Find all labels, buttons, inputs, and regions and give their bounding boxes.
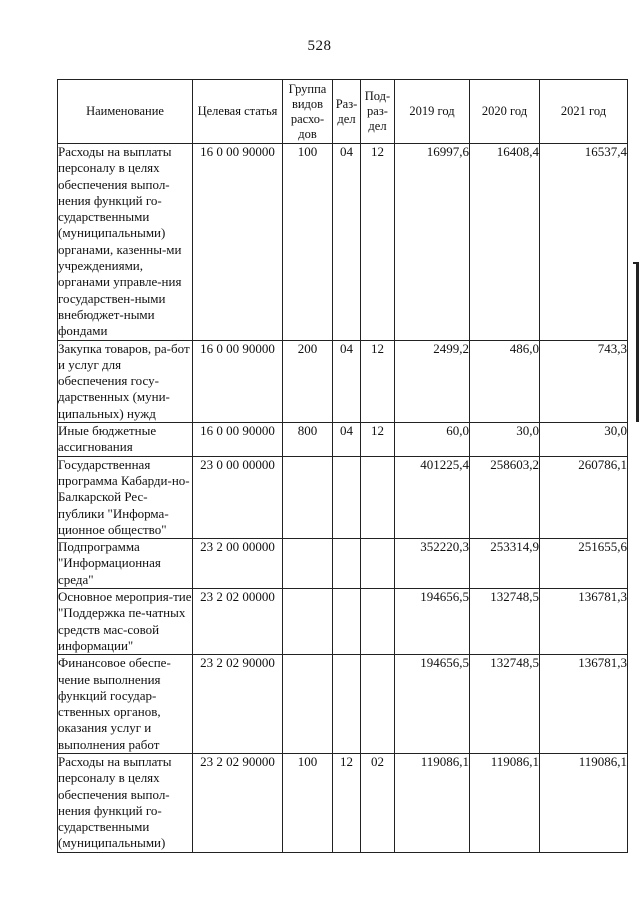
- row-subsection: [361, 655, 395, 754]
- row-target: 16 0 00 90000: [193, 340, 283, 422]
- row-target: 23 2 00 00000: [193, 539, 283, 589]
- row-2020: 253314,9: [470, 539, 540, 589]
- row-2019: 352220,3: [395, 539, 470, 589]
- row-2020: 486,0: [470, 340, 540, 422]
- row-2019: 119086,1: [395, 753, 470, 852]
- row-subsection: 12: [361, 340, 395, 422]
- row-2020: 132748,5: [470, 589, 540, 655]
- row-section: 12: [333, 753, 361, 852]
- row-name: Государственная программа Кабарди-но-Балкарской Рес-публики "Информа-ционное общество": [58, 456, 193, 538]
- row-2019: 2499,2: [395, 340, 470, 422]
- row-2020: 16408,4: [470, 144, 540, 341]
- row-target: 23 2 02 00000: [193, 589, 283, 655]
- row-2020: 132748,5: [470, 655, 540, 754]
- table-row: [58, 753, 628, 852]
- row-section: [333, 539, 361, 589]
- table-row: [58, 539, 628, 589]
- table-row: [58, 456, 628, 538]
- row-section: [333, 456, 361, 538]
- row-2020: 119086,1: [470, 753, 540, 852]
- row-group: [283, 456, 333, 538]
- row-subsection: [361, 456, 395, 538]
- table-row: [58, 655, 628, 754]
- table-row: [58, 144, 628, 341]
- table-header: [58, 80, 628, 144]
- row-2021: 251655,6: [540, 539, 628, 589]
- row-section: [333, 655, 361, 754]
- row-2021: 136781,3: [540, 589, 628, 655]
- row-subsection: [361, 589, 395, 655]
- row-2019: 194656,5: [395, 589, 470, 655]
- row-group: 200: [283, 340, 333, 422]
- row-2021: 16537,4: [540, 144, 628, 341]
- row-group: 100: [283, 144, 333, 341]
- header-name: Наименование: [58, 80, 193, 144]
- row-target: 23 0 00 00000: [193, 456, 283, 538]
- row-subsection: 12: [361, 144, 395, 341]
- row-group: 100: [283, 753, 333, 852]
- header-group: Группа видов расхо-дов: [283, 80, 333, 144]
- row-target: 16 0 00 90000: [193, 144, 283, 341]
- row-subsection: 12: [361, 423, 395, 457]
- row-subsection: 02: [361, 753, 395, 852]
- header-subsection: Под-раз-дел: [361, 80, 395, 144]
- row-name: Иные бюджетные ассигнования: [58, 423, 193, 457]
- row-2021: 136781,3: [540, 655, 628, 754]
- header-2019: 2019 год: [395, 80, 470, 144]
- row-name: Расходы на выплаты персоналу в целях обеспечения выпол-нения функций го-сударственными (муниципальными): [58, 753, 193, 852]
- row-2021: 743,3: [540, 340, 628, 422]
- row-2021: 260786,1: [540, 456, 628, 538]
- row-name: Закупка товаров, ра-бот и услуг для обеспечения госу-дарственных (муни-ципальных) нужд: [58, 340, 193, 422]
- row-2019: 194656,5: [395, 655, 470, 754]
- row-section: [333, 589, 361, 655]
- scan-edge-tick: [633, 262, 637, 264]
- row-name: Основное мероприя-тие "Поддержка пе-чатных средств мас-совой информации": [58, 589, 192, 653]
- row-2019: 60,0: [395, 423, 470, 457]
- row-group: [283, 655, 333, 754]
- row-2020: 30,0: [470, 423, 540, 457]
- header-section: Раз-дел: [333, 80, 361, 144]
- table-row: [58, 340, 628, 422]
- table-row: [58, 589, 628, 655]
- row-section: 04: [333, 144, 361, 341]
- row-target: 16 0 00 90000: [193, 423, 283, 457]
- header-2021: 2021 год: [540, 80, 628, 144]
- row-2021: 30,0: [540, 423, 628, 457]
- row-2021: 119086,1: [540, 753, 628, 852]
- header-target: Целевая статья: [193, 80, 283, 144]
- row-section: 04: [333, 340, 361, 422]
- page-number: 528: [307, 38, 332, 54]
- budget-table: [57, 79, 628, 853]
- row-name: Расходы на выплаты персоналу в целях обеспечения выпол-нения функций го-сударственными (муниципальными) органами, казенны-ми учреждениями, органами управле-ния государствен-ными внебюджет-ными фондами: [58, 144, 193, 341]
- row-group: [283, 589, 333, 655]
- row-subsection: [361, 539, 395, 589]
- table-row: [58, 423, 628, 457]
- row-name: Финансовое обеспе-чение выполнения функций государ-ственных органов, оказания услуг и выполнения работ: [58, 655, 193, 754]
- header-2020: 2020 год: [470, 80, 540, 144]
- row-2019: 16997,6: [395, 144, 470, 341]
- row-target: 23 2 02 90000: [193, 753, 283, 852]
- row-target: 23 2 02 90000: [193, 655, 283, 754]
- table-body: [58, 144, 628, 853]
- row-name: Подпрограмма "Информационная среда": [58, 539, 193, 589]
- row-section: 04: [333, 423, 361, 457]
- row-group: 800: [283, 423, 333, 457]
- row-2020: 258603,2: [470, 456, 540, 538]
- row-2019: 401225,4: [395, 456, 470, 538]
- row-group: [283, 539, 333, 589]
